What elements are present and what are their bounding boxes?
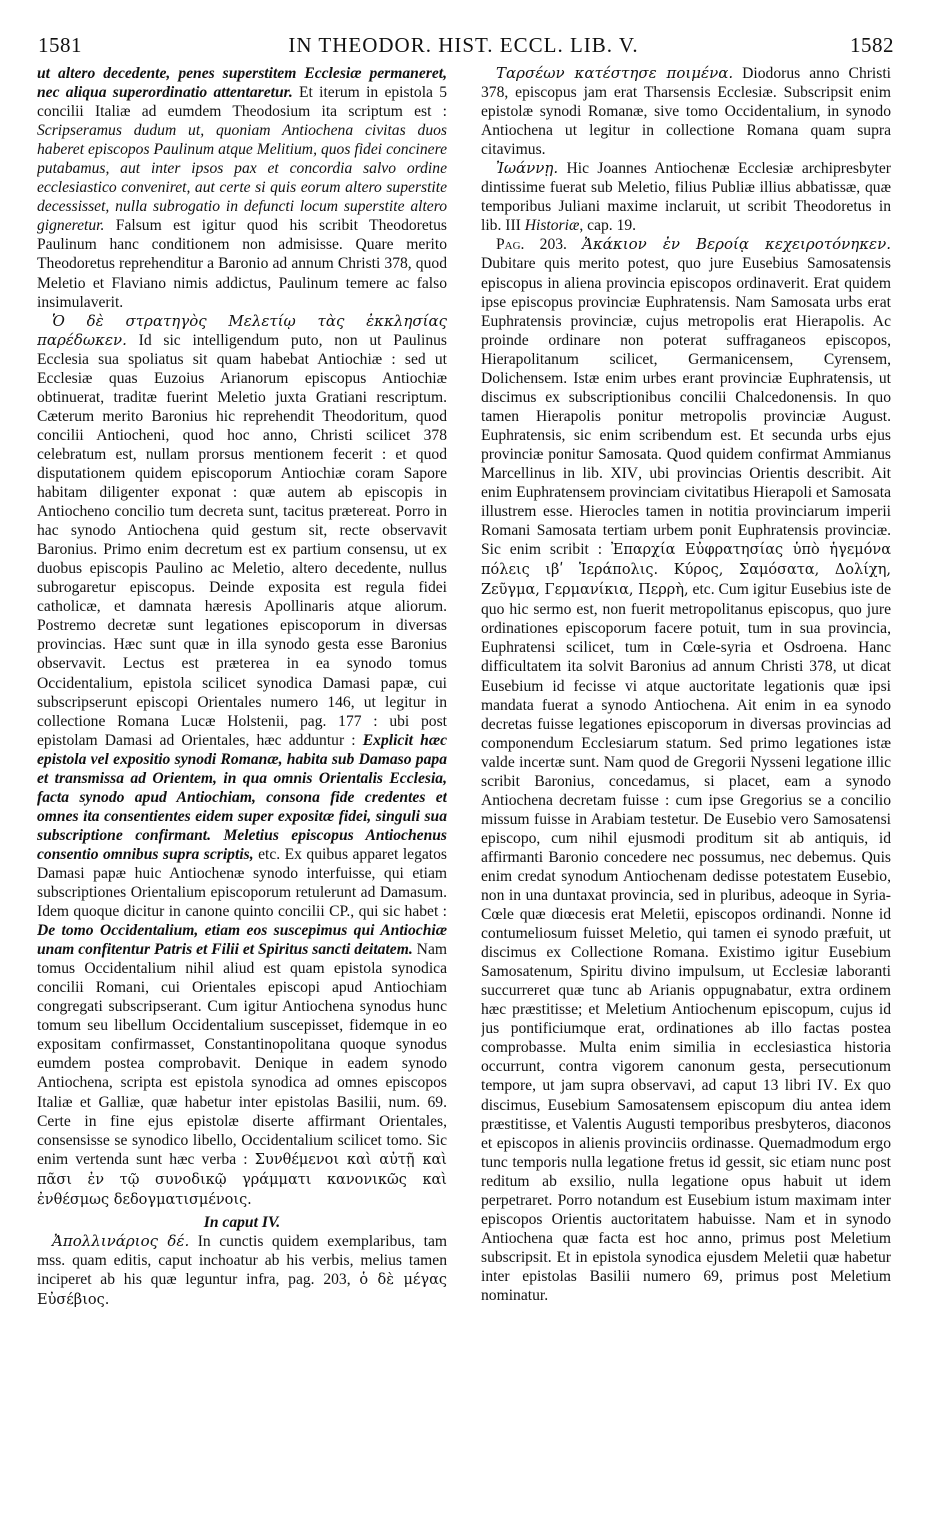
page-reference-number: 203.	[524, 236, 583, 254]
italic-quote: Explicit hæc epistola vel expositio synodi Romanæ, habita sub Damaso papa et transmissa ad Orientem, in qua omnis Orientalis Ecclesia, facta synodo apud Antiochiam, consona fide credentes et omnes ita consentientes eidem super expositæ fidei, singuli sua subscriptione confirmant. Meletius episcopus Antiochenus consentio omnibus supra scriptis,	[37, 731, 447, 863]
greek-lemma: Ἰωάννῃ.	[496, 159, 559, 178]
book-number: IV	[817, 1077, 834, 1095]
running-title: IN THEODOR. HIST. ECCL. LIB. V.	[288, 33, 639, 57]
italic-quote: Scripseramus dudum ut, quoniam Antiochena civitas duos haberet episcopos Paulinum atque Melitium, quos fidei concinere putabamus, aut inter ipsos pax et concordia salvo ordine ecclesiastico conveniret, aut certe si quis eorum altero superstite decessisset, nulla subrogatio in defuncti locum superstite altero gigneretur.	[37, 122, 447, 235]
body-text: Id sic intelligendum puto, non ut Paulinus Ecclesia sua spoliatus sit quam habebat Antiochiæ : sed ut Ecclesiæ quas Euzoius Arianorum episcopus Antiochiæ obtinuerat, traditæ fuerint Meletio juxta Gratiani rescriptum. Cæterum merito Baronius hic reprehendit Theodoritum, quod concilii Antiocheni, quod hoc anno, Christi scilicet 378 celebratum est, nullam prorsus mentionem fecerit : et quod disputationem quidem episcoporum Antiochiæ coram Sapore habitam diligenter exponat : quæ autem ab episcopis in Antiocheno concilio tum decreta sunt, tacitus prætereat. Porro in hac synodo Antiochena quid gestum sit, recte observavit Baronius. Primo enim decretum est ex partium consensu, ut ex duobus episcopis Paulino ac Meletio, altero decedente, nullus subrogaretur episcopus. Deinde exposita est regula fidei catholicæ, et damnata hæresis Apollinaris atque aliorum. Postremo decretæ sunt legationes episcoporum in diversas provincias. Hæc sunt quæ in illa synodo gesta esse Baronius observavit. Lectus est præterea in ea synodo tomus Occidentalium, epistola scilicet synodica Damasi papæ, cui subscripserunt episcopi Orientales numero 146, ut legitur in collectione Romana Lucæ Holstenii, pag. 177 : ubi post epistolam Damasi ad Orientales, hæc adduntur :	[37, 331, 447, 749]
left-page-number: 1581	[38, 33, 82, 57]
body-text: Hic Joannes Antiochenæ Ecclesiæ archipresbyter dintissime fuerat sub Meletio, filius Publiæ illius abbatissæ, quæ temporibus Juliani maxime inclaruit, ut scribit Theodoretus in lib.	[481, 160, 891, 235]
right-paragraph-3	[481, 235, 891, 1305]
body-text: Falsum est igitur quod his scribit Theodoretus Paulinum hanc conditionem non admisisse. Quare merito Theodoretus reprehenditur a Baronio ad annum Christi 378, quod Meletio et Flaviano nimis addictus, Paulinum temere ac falso insimulaverit.	[37, 217, 447, 311]
left-column	[37, 64, 447, 1474]
greek-quote: Ἐπαρχία Εὐφρατησίας ὑπὸ ἡγεμόνα πόλεις ιβʹ Ἱεράπολις. Κύρος, Σαμόσατα, Δολίχη, Ζεῦγμα, Γερμανίκια, Περρὴ,	[481, 542, 891, 599]
greek-lemma: Ταρσέων κατέστησε ποιμένα.	[496, 64, 734, 82]
greek-lemma: Ὁ δὲ στρατηγὸς Μελετίῳ τὰς ἐκκλησίας παρέδωκεν.	[37, 311, 447, 349]
body-text: etc. Ex quibus apparet legatos Damasi papæ huic Antiochenæ synodo interfuisse, qui etiam subscriptiones Orientalium episcoporum retulerunt ad Damasum. Idem quoque dicitur in canone quinto concilii CP., qui sic habet :	[37, 845, 447, 921]
right-page-number: 1582	[850, 33, 894, 57]
left-paragraph-3	[37, 1232, 447, 1310]
body-text: Dubitare quis merito potest, quo jure Eusebius Samosatensis episcopus in aliena provincia episcopos ordinaverit. Erat quidem ipse episcopus provinciæ Euphratensis. Nam Samosata urbs erat Euphratensis provinciæ, cujus metropolis erat Hierapolis. Ac proinde ordinare non poterat suffraganeos episcopos, Hierapolitanum scilicet, Germanicensem, Cyrensem, Dolichensem. Istæ enim urbes erant provinciæ Euphratensis, ut discimus ex subscriptionibus concilii Chalcedonensis. In quo tamen Hierapolis ponitur metropolis provinciæ August. Euphratensis, sic enim scribendum est. Et secunda urbs ejus provinciæ ponitur Samosata. Quod quidem confirmat Ammianus Marcellinus in lib.	[481, 255, 891, 482]
italic-quote: ut altero decedente, penes superstitem Ecclesiæ permaneret, nec aliqua superordinatio attentaretur.	[37, 65, 447, 102]
greek-lemma: Ἀπολλινάριος δέ.	[52, 1231, 190, 1250]
body-text: . Ex quo discimus, Eusebium Samosatensem episcopum diu antea idem præstitisse, et Valentis Augusti temporibus presbyteros, diaconos et episcopos in alienis provinciis ordinasse. Quemadmodum ergo tunc temporis nulla legatione fretus id gessit, sic etiam nunc post reditum ab exsilio, nulla legatione opus habuit ut idem perpetraret. Porro notandum est Eusebium istum maximam inter episcopos Orientis auctoritatem habuisse. Nam et in synodo Antiochena quæ facta est hoc anno, primus post Meletium subscripsit. Et in epistola synodica ejusdem Meletii quæ habetur inter epistolas Basilii numero 69, primus post Meletium nominatur.	[481, 1077, 891, 1304]
section-heading: In caput IV.	[203, 1213, 281, 1231]
italic-quote: De tomo Occidentalium, etiam eos suscepimus qui Antiochiæ unam confitentur Patris et Filii et Spiritus sancti deitatem.	[37, 922, 447, 959]
body-text: Nam tomus Occidentalium nihil aliud est quam epistola synodica concilii Romani, cui Orientales episcopi apud Antiochiam congregati subscripserant. Cum igitur Antiochena synodus hunc tomum seu libellum Occidentalium suscepisset, fidemque in eo expositam confirmasset, Constantinopolitana quoque synodus eumdem postea comprobavit. Denique in eadem synodo Antiochena, scripta est epistola synodica ad omnes episcopos Italiæ et Galliæ, quæ habetur inter epistolas Basilii, num. 69. Certe in fine ejus epistolæ diserte affirmant Orientales, consensisse se synodico libello, Occidentalium scilicet tomo. Sic enim vertenda sunt hæc verba :	[37, 941, 447, 1168]
body-text: , ubi provincias Orientis describit. Ait enim Euphratensem provinciam civitatibus Hierapoli et Samosata illustrem esse. Hierocles tamen in notitia provinciarum imperii Romani Samosata tertiam urbem ponit Euphratensis provinciæ. Sic enim scribit :	[481, 464, 891, 559]
body-text: Et iterum in epistola 5 concilii Italiæ ad eumdem Theodosium ita scriptum est :	[37, 84, 447, 121]
greek-quote: Συνθέμενοι καὶ αὐτῇ καὶ πᾶσι ἐν τῷ συνοδικῷ γράμματι κανονικῶς καὶ ἐνθέσμως δεδογματισμένοις.	[37, 1151, 447, 1208]
right-paragraph-1	[481, 64, 891, 159]
greek-quote: ὁ δὲ μέγας Εὐσέβιος.	[37, 1271, 447, 1308]
body-text: Diodorus anno Christi 378, episcopus jam erat Tharsensis Ecclesiæ. Subscripsit enim epistolæ synodi Romanæ, sive tomo Occidentalium, in synodo Antiochena ut legitur in collectione Romana quam supra citavimus.	[481, 65, 891, 159]
body-text: , cap. 19.	[579, 217, 637, 235]
book-number: XIV	[610, 464, 639, 482]
left-paragraph-2	[37, 312, 447, 1210]
left-paragraph-1	[37, 64, 447, 312]
right-column	[481, 64, 891, 1494]
body-text: In cunctis quidem exemplaribus, tam mss. quam editis, caput inchoatur ab his verbis, melius tamen inciperet ab his quæ leguntur infra, pag. 203,	[37, 1232, 447, 1288]
page-reference-label: Pag.	[496, 236, 525, 254]
right-paragraph-2	[481, 159, 891, 235]
body-text: etc. Cum igitur Eusebius iste de quo hic sermo est, non fuerit metropolitanus episcopus, quo jure ordinationes episcoporum facere potuit, tum in sua provincia, Euphratensi scilicet, tum in Cœle-syria et Osdroena. Hanc difficultatem ita solvit Baronius ad annum Christi 378, ut dicat Eusebium id fecisse vi atque auctoritate legationis quæ ipsi mandata fuerat a synodo Antiochena. Ait enim in ea synodo decretas fuisse legationes episcoporum in diversas provincias ad componendum Ecclesiarum statum. Sed primo legationes istæ valde incertæ sunt. Nam quod de Gregorii Nysseni legatione illic scribit Baronius, concedamus, si placet, eam a synodo Antiochena decretam fuisse : cum ipse Gregorius se a concilio missum fuisse in Arabiam testetur. De Eusebio vero Samosatensi episcopo, cum nihil ejusmodi proditum sit ab antiquis, id affirmanti Baronio concedere nec possumus, nec debemus. Quis enim credat synodum Antiochenam dedisse potestatem Eusebio, non in una duntaxat provincia, sed in pluribus, adeoque in Syria-Cœle quæ diœcesis erat Meletii, episcopos ordinandi. Nonne id contumeliosum fuisset Meletio, qui tamen ei synodo præfuit, ut discimus ex Collectione Romana. Existimo igitur Eusebium Samosatenum, Spiritu divino impulsum, ut Ecclesiæ laboranti succurreret quæ tunc ab Arianis oppugnabatur, extra ordinem hæc præstitisse; et Meletium Antiochenum episcopum, cujus id jus pontificiumque erat, ordinationes ab illo factas postea comprobasse. Multa enim similia in ecclesiastica historia occurrunt, contra vigorem canonum gesta, persecutionum tempore, ut jam supra observavi, ad caput 13 libri	[481, 581, 891, 1095]
book-number: III	[505, 217, 521, 235]
italic-title: Historiæ	[524, 217, 580, 235]
greek-lemma: Ἀκάκιον ἐν Βεροίᾳ κεχειροτόνηκεν.	[582, 235, 891, 254]
